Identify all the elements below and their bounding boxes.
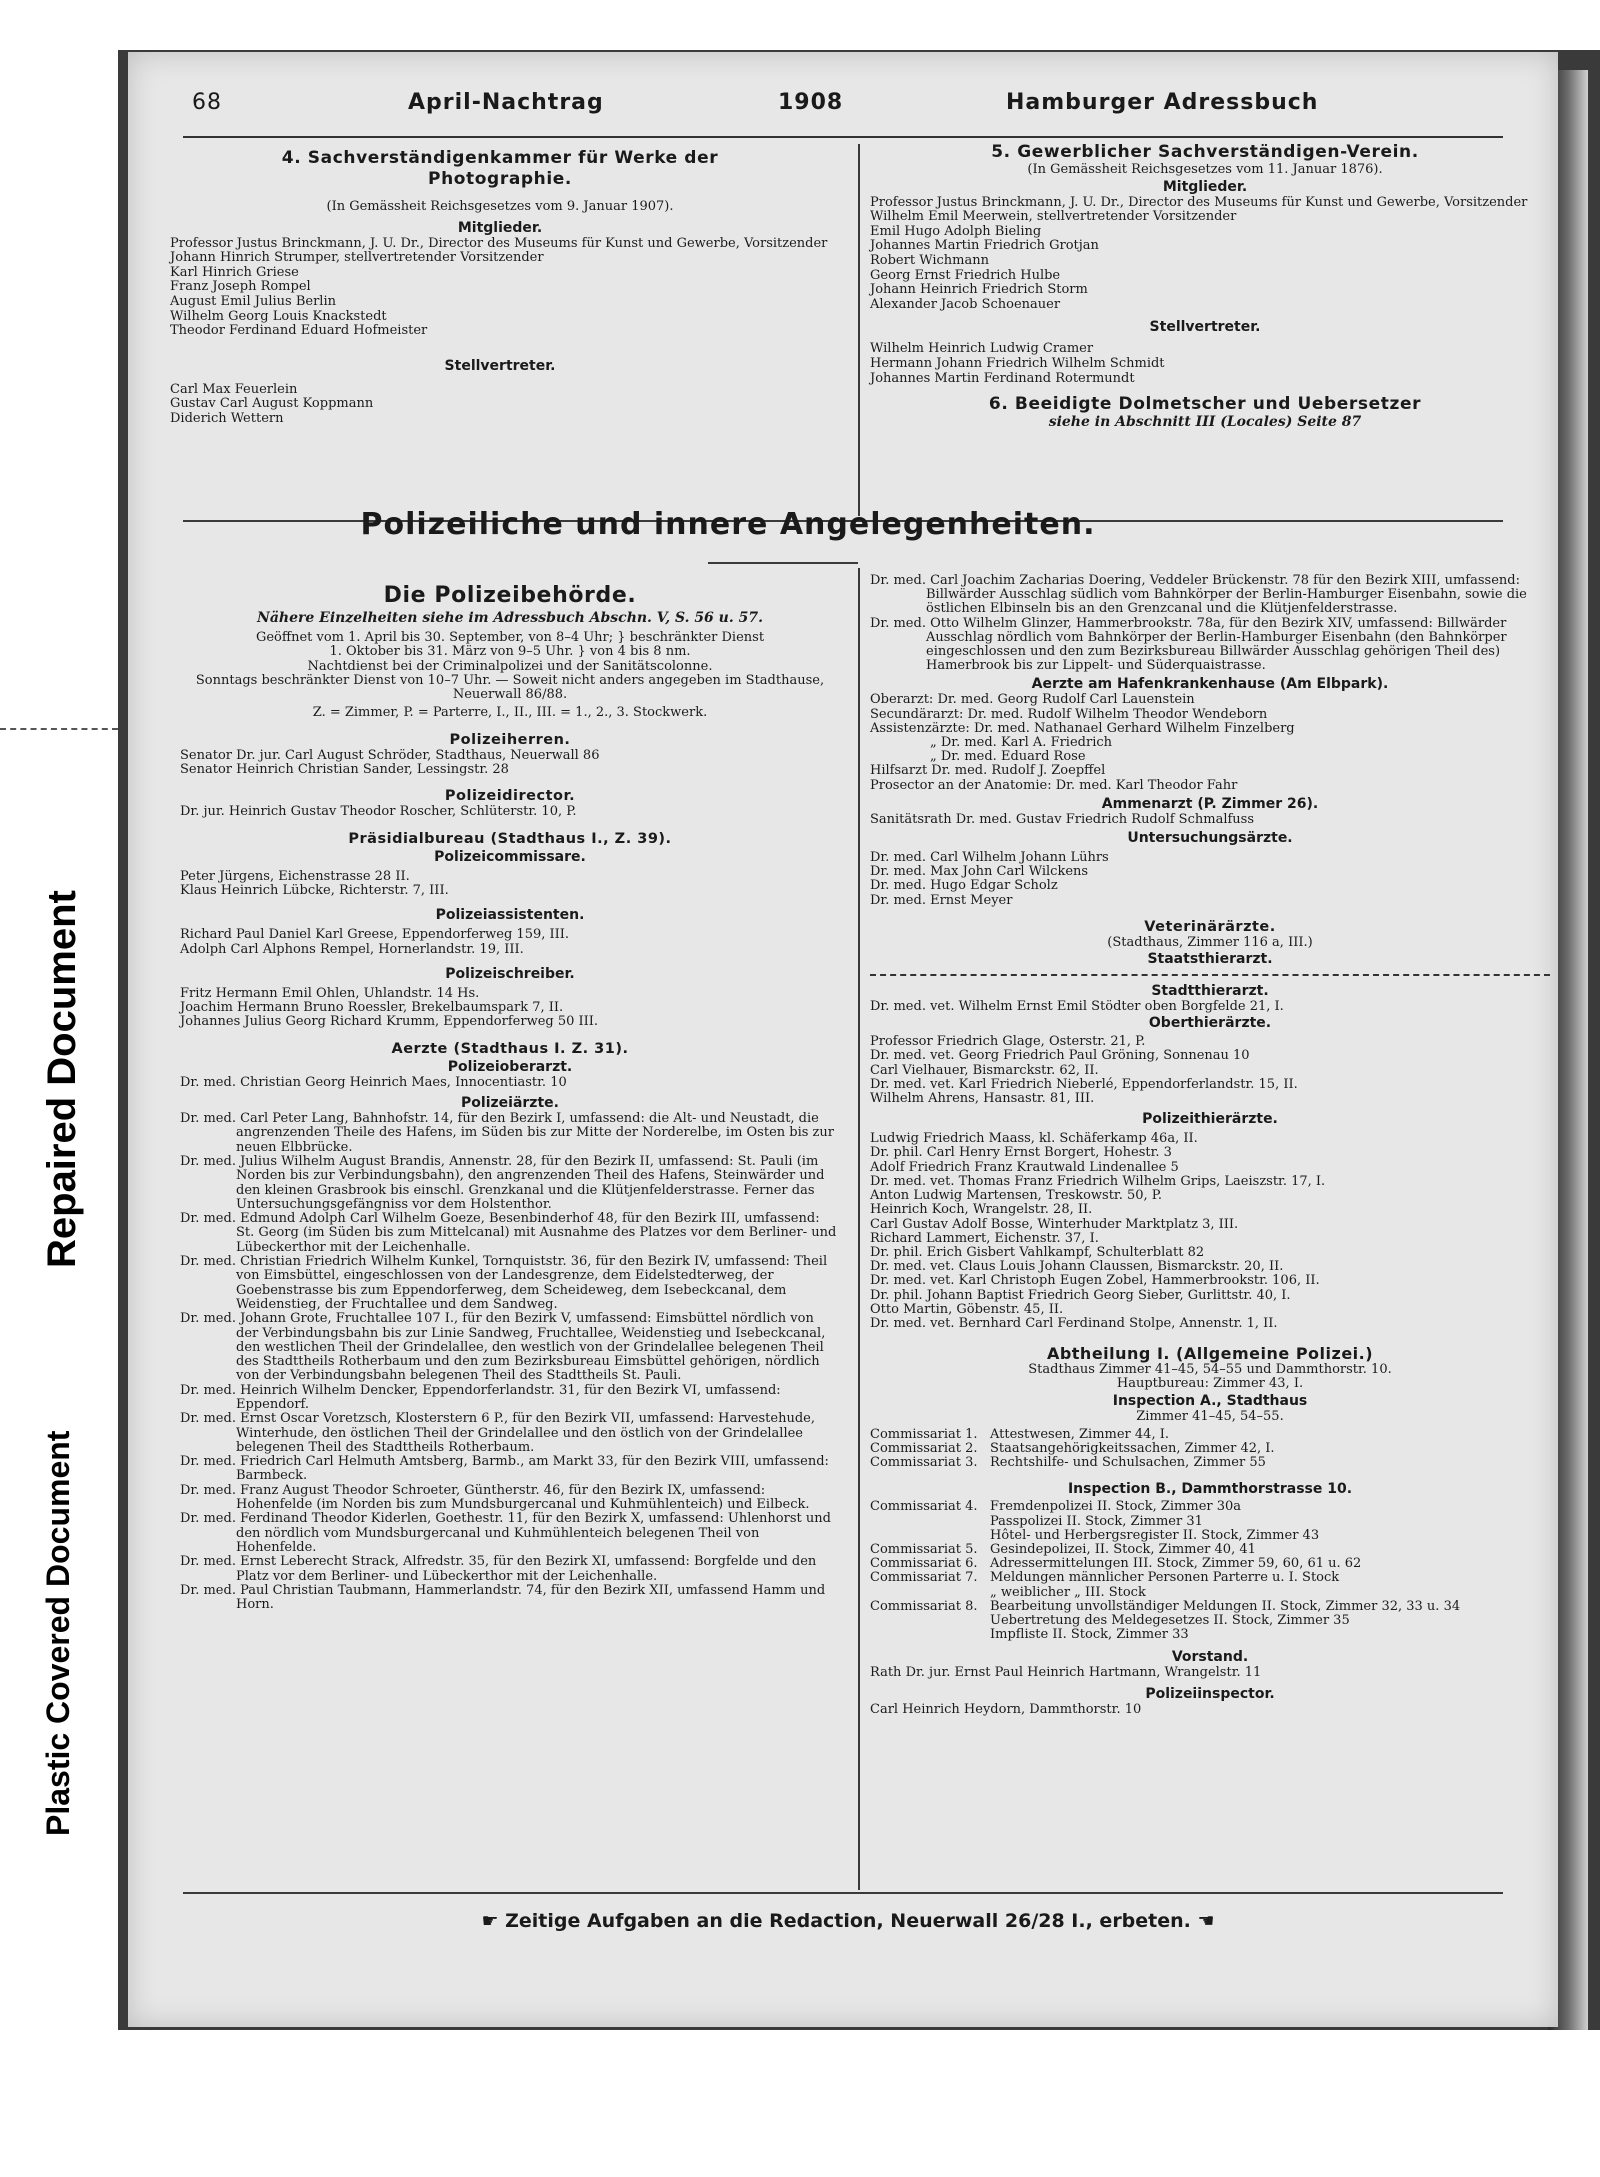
main-title: Polizeiliche und innere Angelegenheiten. [360,507,1096,542]
polizeidirector-heading: Polizeidirector. [444,788,576,805]
entry: Carl Gustav Adolf Bosse, Winterhuder Marktplatz 3, III. [870,1216,1239,1232]
arzt-entry: Dr. med. Franz August Theodor Schroeter, Güntherstr. 46, für den Bezirk IX, umfassend: Hohenfelde (im Norden bis zum Mundsburgercanal und Kuhmühlenteich) und Eilbeck. [180,1482,810,1513]
member: Professor Justus Brinckmann, J. U. Dr., Director des Museums für Kunst und Gewerbe, Vorsitzender [870,194,1528,210]
polizeiinspector-heading: Polizeiinspector. [1145,1685,1275,1702]
inspection-b-list [870,1500,1550,1642]
section6-reference: siehe in Abschnitt III (Locales) Seite 87 [1048,414,1362,431]
member: Karl Hinrich Griese [170,264,299,280]
inspection-a-list [870,1428,1550,1471]
inspection-a-heading: Inspection A., Stadthaus [1112,1392,1308,1409]
commissariat-label [870,1628,982,1642]
commissariat-label [870,1515,982,1529]
section-photographie [170,148,830,427]
member: Emil Hugo Adolph Bieling [870,223,1042,239]
title-underline [708,562,858,564]
entry: Dr. med. Hugo Edgar Scholz [870,878,1058,894]
hafenkrankenhaus-heading: Aerzte am Hafenkrankenhause (Am Elbpark). [1031,676,1389,693]
member: August Emil Julius Berlin [170,293,336,309]
member: Georg Ernst Friedrich Hulbe [870,267,1061,283]
abtheilung-heading: Abtheilung I. (Allgemeine Polizei.) [1046,1344,1374,1364]
section6-title: 6. Beeidigte Dolmetscher und Uebersetzer [988,394,1422,415]
commissariat-label: Commissariat 7. [870,1570,978,1586]
header-publication: Hamburger Adressbuch [1006,90,1319,115]
inspection-a-note: Zimmer 41–45, 54–55. [1136,1408,1284,1424]
member: Theodor Ferdinand Eduard Hofmeister [170,323,428,339]
sidebar-divider [0,728,118,730]
entry: Dr. med. vet. Claus Louis Johann Claussen, Bismarckstr. 20, II. [870,1259,1284,1275]
hours-line: Nachtdienst bei der Criminalpolizei und der Sanitätscolonne. [307,658,713,674]
sidebar-label-plastic-covered: Plastic Covered Document [40,1430,76,1836]
member: Wilhelm Georg Louis Knackstedt [170,308,387,324]
member: Johannes Martin Friedrich Grotjan [870,238,1099,254]
commissariat-value: Meldungen männlicher Personen Parterre u. I. Stock [990,1570,1340,1586]
commissariat-label: Commissariat 5. [870,1541,978,1557]
legal-note: (In Gemässheit Reichsgesetzes vom 9. Januar 1907). [326,199,674,214]
arzt-entry: Dr. med. Ernst Oscar Voretzsch, Klosterstern 6 P., für den Bezirk VII, umfassend: Harvestehude, Winterhude, den östlichen Theil der Grindelallee und den östlich von der Grindelallee belegenen Theil des Stadttheils Rotherbaum. [180,1411,815,1455]
legal-note: (In Gemässheit Reichsgesetzes vom 11. Januar 1876). [1027,162,1383,177]
commissariat-label: Commissariat 1. [870,1426,978,1442]
entry: Wilhelm Ahrens, Hansastr. 81, III. [870,1091,1095,1107]
untersuchungsaerzte-heading: Untersuchungsärzte. [1127,830,1293,847]
entry: Adolph Carl Alphons Rempel, Hornerlandstr. 19, III. [180,941,524,957]
entry: Prosector an der Anatomie: Dr. med. Karl Theodor Fahr [870,777,1238,793]
entry: Anton Ludwig Martensen, Treskowstr. 50, P. [870,1188,1163,1204]
entry: Joachim Hermann Bruno Roessler, Brekelbaumspark 7, II. [180,1000,564,1016]
entry: Otto Martin, Göbenstr. 45, II. [870,1301,1064,1317]
entry: Richard Lammert, Eichenstr. 37, I. [870,1230,1099,1246]
praesidialbureau-heading: Präsidialbureau (Stadthaus I., Z. 39). [348,830,672,847]
entry: Senator Dr. jur. Carl August Schröder, Stadthaus, Neuerwall 86 [180,747,600,763]
deputy: Johannes Martin Ferdinand Rotermundt [870,370,1135,386]
commissariat-value: „ weiblicher „ III. Stock [990,1584,1146,1600]
entry: Dr. jur. Heinrich Gustav Theodor Roscher, Schlüterstr. 10, P. [180,804,577,820]
commissariat-value: Attestwesen, Zimmer 44, I. [990,1426,1169,1442]
ammenarzt-heading: Ammenarzt (P. Zimmer 26). [1101,795,1319,812]
member: Franz Joseph Rompel [170,279,311,295]
sidebar-label-repaired: Repaired Document [40,890,84,1268]
entry: Carl Vielhauer, Bismarckstr. 62, II. [870,1062,1099,1078]
member: Alexander Jacob Schoenauer [870,296,1061,312]
commissariat-label [870,1614,982,1628]
polizeithieraerzte-heading: Polizeithierärzte. [1142,1111,1278,1128]
abtheilung-line: Stadthaus Zimmer 41–45, 54–55 und Dammthorstr. 10. [1028,1362,1392,1378]
entry: Professor Friedrich Glage, Osterstr. 21, P. [870,1034,1146,1050]
entry: Dr. med. vet. Georg Friedrich Paul Gröning, Sonnenau 10 [870,1048,1250,1064]
column-divider-main [858,568,860,1890]
member: Johann Heinrich Friedrich Storm [870,282,1088,298]
entry: Rath Dr. jur. Ernst Paul Heinrich Hartmann, Wrangelstr. 11 [870,1665,1262,1681]
entry: Dr. phil. Johann Baptist Friedrich Georg Sieber, Gurlittstr. 40, I. [870,1287,1291,1303]
entry: Fritz Hermann Emil Ohlen, Uhlandstr. 14 Hs. [180,985,480,1001]
sidebar [0,0,118,2177]
commissariat-label: Commissariat 3. [870,1455,978,1471]
commissariat-value: Uebertretung des Meldegesetzes II. Stock, Zimmer 35 [990,1612,1350,1628]
deputy: Hermann Johann Friedrich Wilhelm Schmidt [870,355,1165,371]
footer-notice: ☛ Zeitige Aufgaben an die Redaction, Neuerwall 26/28 I., erbeten. ☚ [481,1910,1215,1932]
hours-line: Sonntags beschränkter Dienst von 10–7 Uhr. — Soweit nicht anders angegeben im Stadthause, Neuerwall 86/88. [195,672,825,703]
document-page [128,52,1558,2027]
entry: Ludwig Friedrich Maass, kl. Schäferkamp 46a, II. [870,1131,1198,1147]
commissariat-value: Gesindepolizei, II. Stock, Zimmer 40, 41 [990,1541,1256,1557]
entry: „ Dr. med. Karl A. Friedrich [930,735,1112,751]
arzt-entry: Dr. med. Christian Friedrich Wilhelm Kunkel, Tornquiststr. 36, für den Bezirk IV, umfassend: Theil von Eimsbüttel, eingeschlossen von der Landesgrenze, dem Eidelstedterweg, der Goebenstrasse bis zum Eppendorferweg, dem Scheideweg, dem Isebeckcanal, dem Weidenstieg, der Fruchtallee und dem Sandweg. [180,1254,828,1312]
veterinaer-note: (Stadthaus, Zimmer 116 a, III.) [1107,934,1313,950]
left-column [180,582,840,1612]
entry: Dr. phil. Carl Henry Ernst Borgert, Hohestr. 3 [870,1145,1172,1161]
entry: Dr. med. vet. Karl Friedrich Nieberlé, Eppendorferlandstr. 15, II. [870,1076,1298,1092]
entry: Dr. med. Max John Carl Wilckens [870,864,1089,880]
reference-note: Nähere Einzelheiten siehe im Adressbuch Abschn. V, S. 56 u. 57. [257,610,763,626]
abtheilung-line: Hauptbureau: Zimmer 43, I. [1116,1376,1304,1392]
oberthieraerzte-heading: Oberthierärzte. [1148,1015,1272,1032]
page-number: 68 [192,90,222,115]
schreiber-heading: Polizeischreiber. [445,965,575,982]
commissariat-value: Passpolizei II. Stock, Zimmer 31 [990,1513,1203,1529]
commissariat-value: Rechtshilfe- und Schulsachen, Zimmer 55 [990,1455,1266,1471]
deputies-heading: Stellvertreter. [1149,319,1261,336]
entry: Heinrich Koch, Wrangelstr. 28, II. [870,1202,1093,1218]
commissariat-value: Staatsangehörigkeitssachen, Zimmer 42, I. [990,1440,1275,1456]
deputy: Gustav Carl August Koppmann [170,396,374,412]
commissariat-label [870,1529,982,1543]
entry: Dr. med. vet. Karl Christoph Eugen Zobel, Hammerbrookstr. 106, II. [870,1273,1320,1289]
member: Professor Justus Brinckmann, J. U. Dr., Director des Museums für Kunst und Gewerbe, Vorsitzender [170,235,828,251]
arzt-entry: Dr. med. Otto Wilhelm Glinzer, Hammerbrookstr. 78a, für den Bezirk XIV, umfassend: Billwärder Ausschlag nördlich vom Bahnkörper der Berlin-Hamburger Eisenbahn (den Bahnkörper eingeschlossen und den zum Bezirksbureau Billwärder Ausschlag gehörigen Theil des) Hamerbrook bis zur Lippelt- und Süderquaistrasse. [870,615,1507,674]
entry: Peter Jürgens, Eichenstrasse 28 II. [180,868,410,884]
entry: Oberarzt: Dr. med. Georg Rudolf Carl Lauenstein [870,692,1195,708]
polizeiaerzte-heading: Polizeiärzte. [461,1095,559,1112]
deputy: Carl Max Feuerlein [170,381,298,397]
entry: Carl Heinrich Heydorn, Dammthorstr. 10 [870,1701,1142,1717]
arzt-entry: Dr. med. Ernst Leberecht Strack, Alfredstr. 35, für den Bezirk XI, umfassend: Borgfelde und den Platz vor dem Berliner- und Lübeckerthor mit der Leichenhalle. [180,1554,817,1584]
arzt-entry: Dr. med. Heinrich Wilhelm Dencker, Eppendorferlandstr. 31, für den Bezirk VI, umfassend: Eppendorf. [180,1382,781,1412]
arzt-entry: Dr. med. Edmund Adolph Carl Wilhelm Goeze, Besenbinderhof 48, für den Bezirk III, umfassend: St. Georg (im Süden bis zum Mittelcanal) mit Ausnahme des Platzes vor dem Berliner- und Lübeckerthor mit der Leichenhalle. [180,1211,837,1255]
section-title: 4. Sachverständigenkammer für Werke der Photographie. [281,148,719,189]
arzt-entry: Dr. med. Carl Peter Lang, Bahnhofstr. 14, für den Bezirk I, umfassend: die Alt- und Neustadt, die angrenzenden Theile des Hafens, im Süden bis zur Mitte der Norderelbe, im Osten bis zur neuen Elbbrücke. [180,1111,834,1155]
entry: Dr. med. Carl Wilhelm Johann Lührs [870,850,1109,866]
commissariat-value: Adressermittelungen III. Stock, Zimmer 59, 60, 61 u. 62 [990,1556,1362,1572]
oberarzt-heading: Polizeioberarzt. [447,1058,573,1075]
stadtthierarzt-heading: Stadtthierarzt. [1151,983,1269,1000]
arzt-entry: Dr. med. Ferdinand Theodor Kiderlen, Goethestr. 11, für den Bezirk X, umfassend: Uhlenhorst und den nördlich vom Mundsburgercanal und Kuhmühlenteich belegenen Theil von Hohenfelde. [180,1511,831,1555]
inspection-b-heading: Inspection B., Dammthorstrasse 10. [1067,1481,1353,1498]
commissariat-label [870,1586,982,1600]
assistenten-heading: Polizeiassistenten. [435,907,585,924]
entry: Dr. med. Christian Georg Heinrich Maes, Innocentiastr. 10 [180,1074,567,1090]
arzt-entry: Dr. med. Paul Christian Taubmann, Hammerlandstr. 74, für den Bezirk XII, umfassend Hamm und Horn. [180,1582,826,1613]
member: Johann Hinrich Strumper, stellvertretender Vorsitzender [170,250,544,266]
entry: Hilfsarzt Dr. med. Rudolf J. Zoepffel [870,763,1106,779]
entry: Klaus Heinrich Lübcke, Richterstr. 7, III. [180,882,449,898]
entry: Senator Heinrich Christian Sander, Lessingstr. 28 [180,762,509,778]
commissare-heading: Polizeicommissare. [434,848,586,865]
footer-rule [183,1892,1503,1894]
hours-line: 1. Oktober bis 31. März von 9–5 Uhr. } von 4 bis 8 nm. [329,644,691,660]
abbreviations-line: Z. = Zimmer, P. = Parterre, I., II., III. = 1., 2., 3. Stockwerk. [312,705,708,721]
entry: Dr. med. vet. Bernhard Carl Ferdinand Stolpe, Annenstr. 1, II. [870,1315,1278,1331]
commissariat-value: Hôtel- und Herbergsregister II. Stock, Zimmer 43 [990,1527,1320,1543]
deputy: Wilhelm Heinrich Ludwig Cramer [870,341,1094,357]
entry: Sanitätsrath Dr. med. Gustav Friedrich Rudolf Schmalfuss [870,811,1255,827]
polizeibehoerde-title: Die Polizeibehörde. [383,583,637,608]
member: Robert Wichmann [870,252,989,268]
commissariat-value: Bearbeitung unvollständiger Meldungen II. Stock, Zimmer 32, 33 u. 34 [990,1598,1461,1614]
arzt-entry: Dr. med. Johann Grote, Fruchtallee 107 I., für den Bezirk V, umfassend: Eimsbüttel nördlich von der Verbindungsbahn bis zur Linie Sandweg, Fruchtallee, Weidenstieg und Isebeckcanal, den westlichen Theil der Grindelallee, den westlich von der Grindelallee belegenen Theil des Stadttheils Rotherbaum und den zum Bezirksbureau Eimsbüttel gehörigen, nördlich von der Verbindungsbahn belegenen Theil des Stadttheils St. Pauli. [180,1311,826,1384]
commissariat-label: Commissariat 2. [870,1440,978,1456]
entry: Dr. med. vet. Wilhelm Ernst Emil Stödter oben Borgfelde 21, I. [870,999,1284,1015]
right-column [870,574,1550,1717]
members-heading: Mitglieder. [457,219,543,236]
entry: Richard Paul Daniel Karl Greese, Eppendorferweg 159, III. [180,927,570,943]
commissariat-label: Commissariat 4. [870,1499,978,1515]
commissariat-label: Commissariat 8. [870,1598,978,1614]
section-title: 5. Gewerblicher Sachverständigen-Verein. [991,142,1419,162]
polizeiherren-heading: Polizeiherren. [449,731,571,748]
column-divider-top [858,144,860,516]
section-gewerblicher-verein [870,142,1540,430]
hours-line: Geöffnet vom 1. April bis 30. September, von 8–4 Uhr; } beschränkter Dienst [255,630,765,645]
entry: Johannes Julius Georg Richard Krumm, Eppendorferweg 50 III. [180,1014,599,1030]
dashed-separator [870,974,1550,976]
entry: „ Dr. med. Eduard Rose [930,749,1086,765]
staatsthierarzt-heading: Staatsthierarzt. [1147,951,1273,968]
commissariat-label: Commissariat 6. [870,1556,978,1572]
entry: Adolf Friedrich Franz Krautwald Lindenallee 5 [870,1159,1179,1175]
entry: Dr. med. vet. Thomas Franz Friedrich Wilhelm Grips, Laeiszstr. 17, I. [870,1173,1326,1189]
deputies-heading: Stellvertreter. [444,357,556,374]
entry: Dr. phil. Erich Gisbert Vahlkampf, Schulterblatt 82 [870,1244,1205,1260]
member: Wilhelm Emil Meerwein, stellvertretender Vorsitzender [870,209,1237,225]
header-rule [183,136,1503,138]
arzt-entry: Dr. med. Julius Wilhelm August Brandis, Annenstr. 28, für den Bezirk II, umfassend: St. Pauli (im Norden bis zur Verbindungsbahn), den angrenzenden Theil des Hafens, Steinwärder und den kleinen Grasbrook bis einschl. Grenzkanal und die Klütjenfelderstrasse. Ferner das Untersuchungsgefängniss vor dem Holstenthor. [180,1153,825,1212]
arzt-entry: Dr. med. Carl Joachim Zacharias Doering, Veddeler Brückenstr. 78 für den Bezirk XIII, umfassend: Billwärder Ausschlag südlich vom Bahnkörper der Berlin-Hamburger Eisenbahn, sowie die östlichen Elbinseln bis an den Grenzcanal und die Klütjenfelderstrasse. [870,573,1527,617]
arzt-entry: Dr. med. Friedrich Carl Helmuth Amtsberg, Barmb., am Markt 33, für den Bezirk VIII, umfassend: Barmbeck. [180,1454,829,1484]
commissariat-value: Fremdenpolizei II. Stock, Zimmer 30a [990,1499,1242,1515]
veterinaer-heading: Veterinärärzte. [1144,918,1276,935]
entry: Assistenzärzte: Dr. med. Nathanael Gerhard Wilhelm Finzelberg [870,720,1295,736]
members-heading: Mitglieder. [1162,178,1248,195]
vorstand-heading: Vorstand. [1171,1649,1249,1666]
deputy: Diderich Wettern [170,410,284,426]
aerzte-heading: Aerzte (Stadthaus I. Z. 31). [391,1040,629,1057]
header-year: 1908 [778,90,844,115]
entry: Secundärarzt: Dr. med. Rudolf Wilhelm Theodor Wendeborn [870,706,1268,722]
commissariat-value: Impfliste II. Stock, Zimmer 33 [990,1627,1189,1643]
entry: Dr. med. Ernst Meyer [870,892,1013,908]
header-section: April-Nachtrag [408,90,604,115]
